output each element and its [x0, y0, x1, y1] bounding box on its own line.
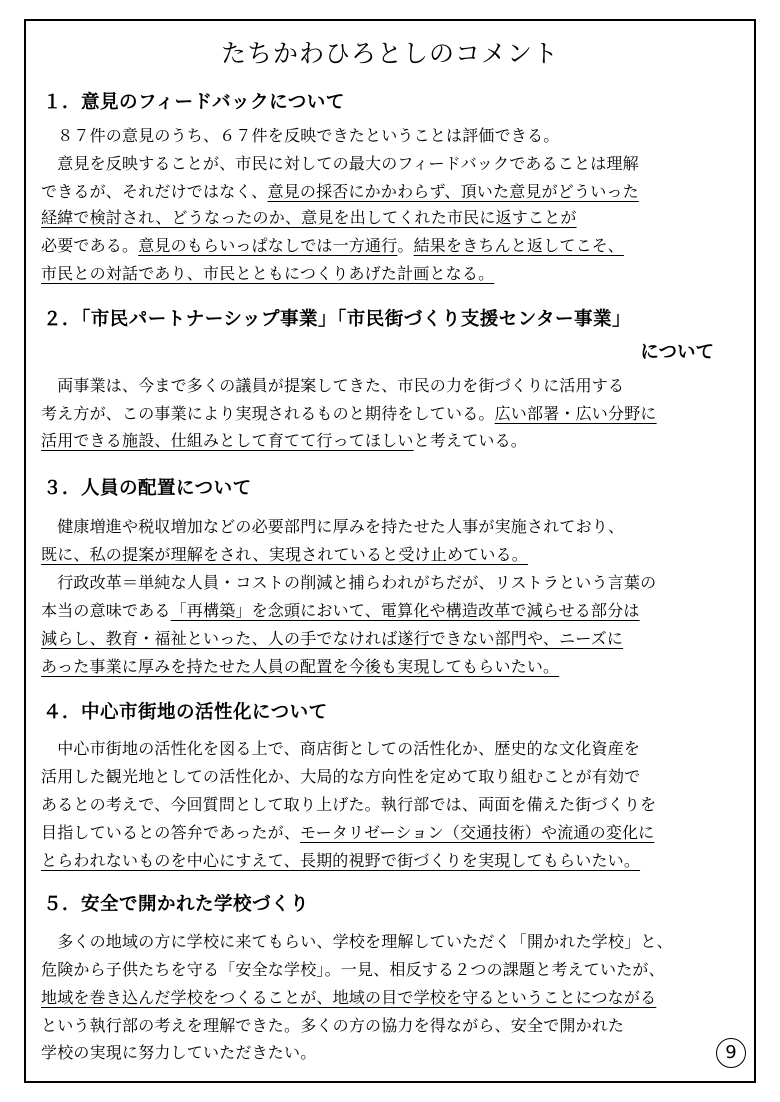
body-text-line [41, 126, 559, 146]
text-segment: 中心市街地の活性化を図る上で、商店街としての活性化か、歴史的な文化資産を [41, 739, 641, 758]
underlined-text: あった事業に厚みを持たせた人員の配置を今後も実現してもらいたい。 [41, 657, 560, 676]
underlined-text: 活用できる施設、仕組みとして育てて行ってほしい [41, 431, 414, 450]
body-text-line [41, 932, 673, 952]
text-segment: 活用した観光地としての活性化か、大局的な方向性を定めて取り組むことが有効で [41, 767, 641, 786]
text-segment: 必要である。 [41, 236, 139, 255]
body-text-line [41, 264, 494, 284]
text-segment: 目指しているとの答弁であったが、 [41, 823, 301, 842]
section-heading: ４．中心市街地の活性化について [43, 702, 328, 723]
underlined-text: 既に、私の提案が理解をされ、実現されていると受け止めている。 [41, 545, 528, 564]
body-text-line [41, 988, 656, 1008]
underlined-text: 地域を巻き込んだ学校をつくることが、地域の目で学校を守るということにつながる [41, 988, 657, 1007]
body-text-line [41, 573, 656, 593]
text-segment: 考え方が、この事業により実現されるものと期待をしている。 [41, 404, 495, 423]
body-text-line [41, 1016, 624, 1036]
text-segment: できるが、それだけではなく、 [41, 182, 268, 201]
body-text-line [41, 404, 657, 424]
text-segment: 学校の実現に努力していただきたい。 [41, 1043, 317, 1062]
underlined-text: 市民との対話であり、市民とともにつくりあげた計画となる。 [41, 264, 495, 283]
underlined-text: とらわれないものを中心にすえて、長期的視野で街づくりを実現してもらいたい。 [41, 851, 641, 870]
body-text-line [41, 960, 665, 980]
body-text-line [41, 739, 640, 759]
underlined-text: 「再構築」を念頭において、電算化や構造改革で減らせる部分は [170, 601, 640, 620]
body-text-line [41, 517, 624, 537]
text-segment: 本当の意味である [41, 601, 171, 620]
body-text-line [41, 545, 528, 565]
underlined-text: 広い部署・広い分野に [494, 404, 657, 423]
text-segment: と考えている。 [413, 431, 528, 450]
section-heading-continued: について [640, 342, 714, 363]
underlined-text: 結果をきちんと返してこそ、 [413, 236, 624, 255]
text-segment: 意見を反映することが、市民に対しての最大のフィードバックであることは理解 [41, 154, 639, 173]
text-segment: 。 [397, 236, 414, 255]
body-text-line [41, 1043, 316, 1063]
body-text-line [41, 601, 640, 621]
underlined-text: モータリゼーション（交通技術）や流通の変化に [300, 823, 655, 842]
underlined-text: 意見の採否にかかわらず、頂いた意見がどういった [267, 182, 639, 201]
body-text-line [41, 376, 624, 396]
body-text-line [41, 629, 623, 649]
body-text-line [41, 823, 654, 843]
section-heading: １．意見のフィードバックについて [43, 92, 345, 113]
body-text-line [41, 657, 559, 677]
underlined-text: 経緯で検討され、どうなったのか、意見を出してくれた市民に返すことが [41, 208, 577, 227]
body-text-line [41, 851, 640, 871]
section-heading: ２．「市民パートナーシップ事業」「市民街づくり支援センター事業」 [43, 309, 632, 330]
body-text-line [41, 431, 527, 451]
page-title: たちかわひろとしのコメント [220, 39, 559, 68]
text-segment: 多くの地域の方に学校に来てもらい、学校を理解していただく「開かれた学校」と、 [41, 932, 673, 951]
text-segment: 危険から子供たちを守る「安全な学校」。一見、相反する２つの課題と考えていたが、 [41, 960, 665, 979]
page-number-badge: 9 [716, 1038, 746, 1068]
text-segment: 行政改革＝単純な人員・コストの削減と捕らわれがちだが、リストラという言葉の [41, 573, 657, 592]
body-text-line [41, 154, 639, 174]
underlined-text: 意見のもらいっぱなしでは一方通行 [138, 236, 398, 255]
section-heading: ３．人員の配置について [43, 478, 252, 499]
body-text-line [41, 208, 577, 228]
body-text-line [41, 182, 639, 202]
text-segment: 両事業は、今まで多くの議員が提案してきた、市民の力を街づくりに活用する [41, 376, 625, 395]
body-text-line [41, 767, 640, 787]
text-segment: 健康増進や税収増加などの必要部門に厚みを持たせた人事が実施されており、 [41, 517, 625, 536]
text-segment: あるとの考えで、今回質問として取り上げた。執行部では、両面を備えた街づくりを [41, 795, 657, 814]
text-segment: という執行部の考えを理解できた。多くの方の協力を得ながら、安全で開かれた [41, 1016, 625, 1035]
section-heading: ５．安全で開かれた学校づくり [43, 894, 310, 915]
body-text-line [41, 795, 656, 815]
underlined-text: 減らし、教育・福祉といった、人の手でなければ遂行できない部門や、ニーズに [41, 629, 624, 648]
text-segment: ８７件の意見のうち、６７件を反映できたということは評価できる。 [41, 126, 560, 145]
body-text-line [41, 236, 624, 256]
